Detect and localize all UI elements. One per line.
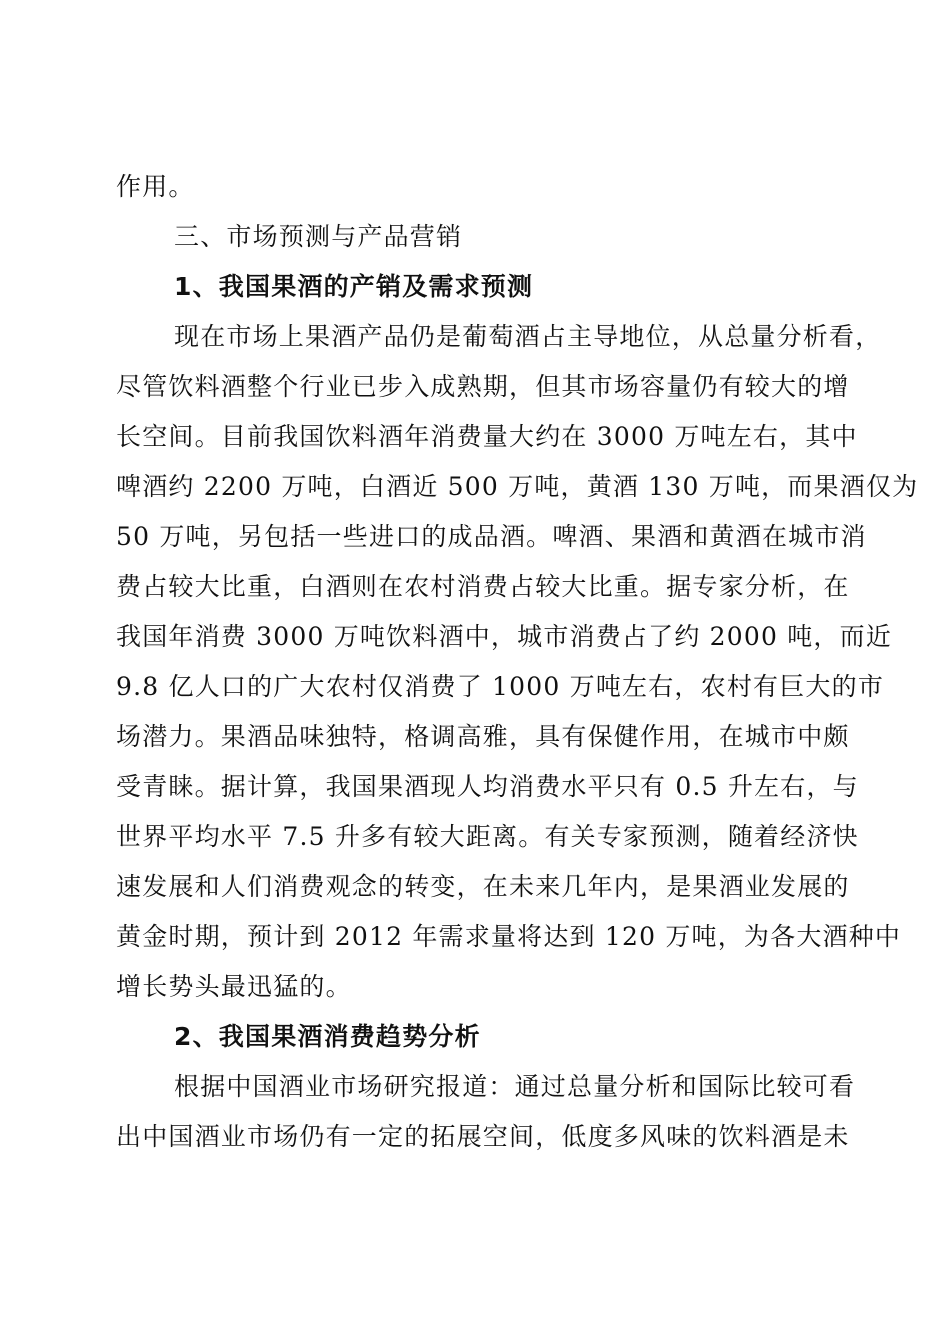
paragraph-line: 世界平均水平 7.5 升多有较大距离。有关专家预测，随着经济快 (116, 822, 859, 851)
paragraph-line: 啤酒约 2200 万吨，白酒近 500 万吨，黄酒 130 万吨，而果酒仅为 (116, 472, 919, 501)
text-line: 作用。 (116, 172, 195, 201)
paragraph-line: 出中国酒业市场仍有一定的拓展空间，低度多风味的饮料酒是未 (116, 1122, 850, 1151)
paragraph-line: 受青睐。据计算，我国果酒现人均消费水平只有 0.5 升左右，与 (116, 772, 859, 801)
paragraph-line: 增长势头最迅猛的。 (116, 972, 352, 1001)
paragraph-line: 长空间。目前我国饮料酒年消费量大约在 3000 万吨左右，其中 (116, 422, 858, 451)
paragraph-line: 现在市场上果酒产品仍是葡萄酒占主导地位，从总量分析看， (174, 322, 882, 351)
paragraph-line: 速发展和人们消费观念的转变，在未来几年内，是果酒业发展的 (116, 872, 850, 901)
paragraph-line: 费占较大比重，白酒则在农村消费占较大比重。据专家分析，在 (116, 572, 850, 601)
subsection-heading: 1、我国果酒的产销及需求预测 (174, 272, 534, 301)
subsection-heading: 2、我国果酒消费趋势分析 (174, 1022, 481, 1051)
paragraph-line: 黄金时期，预计到 2012 年需求量将达到 120 万吨，为各大酒种中 (116, 922, 902, 951)
paragraph-line: 9.8 亿人口的广大农村仅消费了 1000 万吨左右，农村有巨大的市 (116, 672, 885, 701)
section-heading: 三、市场预测与产品营销 (174, 222, 463, 251)
paragraph-line: 场潜力。果酒品味独特，格调高雅，具有保健作用，在城市中颇 (116, 722, 850, 751)
paragraph-line: 尽管饮料酒整个行业已步入成熟期，但其市场容量仍有较大的增 (116, 372, 850, 401)
paragraph-line: 我国年消费 3000 万吨饮料酒中，城市消费占了约 2000 吨，而近 (116, 622, 893, 651)
paragraph-line: 根据中国酒业市场研究报道：通过总量分析和国际比较可看 (174, 1072, 856, 1101)
paragraph-line: 50 万吨，另包括一些进口的成品酒。啤酒、果酒和黄酒在城市消 (116, 522, 867, 551)
